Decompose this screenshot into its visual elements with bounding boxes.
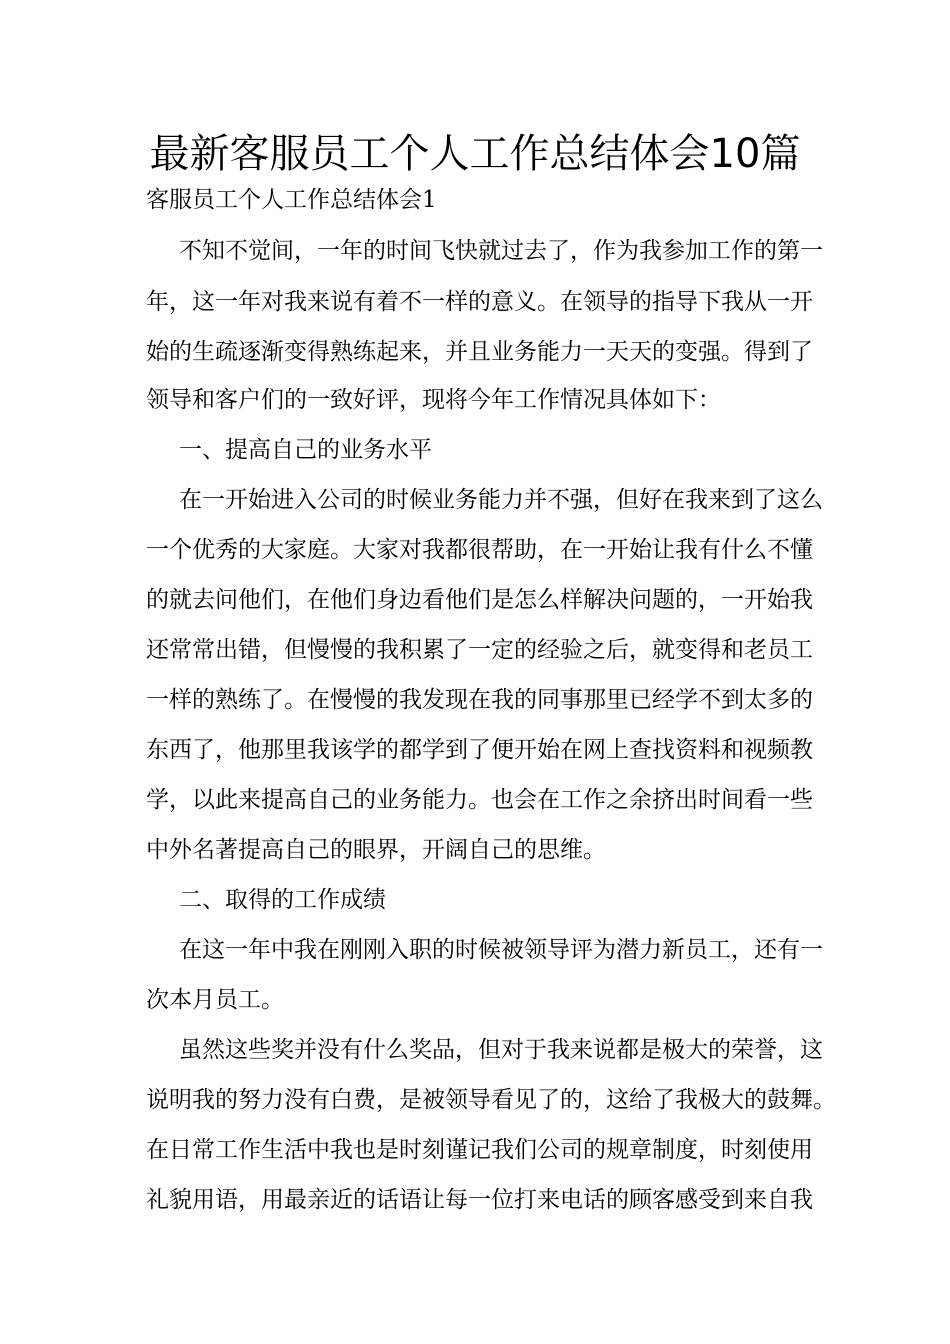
section-title: 客服员工个人工作总结体会1 — [146, 187, 437, 213]
paragraph-line: 礼貌用语，用最亲近的话语让每一位打来电话的顾客感受到来自我 — [146, 1187, 813, 1213]
paragraph-line: 不知不觉间，一年的时间飞快就过去了，作为我参加工作的第一 — [179, 238, 823, 264]
document-title: 最新客服员工个人工作总结体会10篇 — [149, 131, 801, 177]
paragraph-line: 在日常工作生活中我也是时刻谨记我们公司的规章制度，时刻使用 — [146, 1137, 813, 1163]
paragraph-line: 一样的熟练了。在慢慢的我发现在我的同事那里已经学不到太多的 — [146, 687, 813, 713]
subheading: 一、提高自己的业务水平 — [179, 437, 432, 463]
paragraph-line: 一个优秀的大家庭。大家对我都很帮助，在一开始让我有什么不懂 — [146, 537, 813, 563]
subheading: 二、取得的工作成绩 — [179, 887, 386, 913]
paragraph-line: 始的生疏逐渐变得熟练起来，并且业务能力一天天的变强。得到了 — [146, 339, 813, 365]
paragraph-line: 还常常出错，但慢慢的我积累了一定的经验之后，就变得和老员工 — [146, 637, 813, 663]
paragraph-line: 在这一年中我在刚刚入职的时候被领导评为潜力新员工，还有一 — [179, 937, 823, 963]
paragraph-line: 领导和客户们的一致好评，现将今年工作情况具体如下： — [146, 387, 721, 413]
paragraph-line: 虽然这些奖并没有什么奖品，但对于我来说都是极大的荣誉，这 — [179, 1037, 823, 1063]
paragraph-line: 中外名著提高自己的眼界，开阔自己的思维。 — [146, 837, 606, 863]
paragraph-line: 的就去问他们，在他们身边看他们是怎么样解决问题的，一开始我 — [146, 587, 813, 613]
paragraph-line: 说明我的努力没有白费，是被领导看见了的，这给了我极大的鼓舞。 — [146, 1087, 836, 1113]
paragraph-line: 学，以此来提高自己的业务能力。也会在工作之余挤出时间看一些 — [146, 787, 813, 813]
paragraph-line: 东西了，他那里我该学的都学到了便开始在网上查找资料和视频教 — [146, 737, 813, 763]
paragraph-line: 年，这一年对我来说有着不一样的意义。在领导的指导下我从一开 — [146, 289, 813, 315]
paragraph-line: 次本月员工。 — [146, 987, 284, 1013]
paragraph-line: 在一开始进入公司的时候业务能力并不强，但好在我来到了这么 — [179, 487, 823, 513]
